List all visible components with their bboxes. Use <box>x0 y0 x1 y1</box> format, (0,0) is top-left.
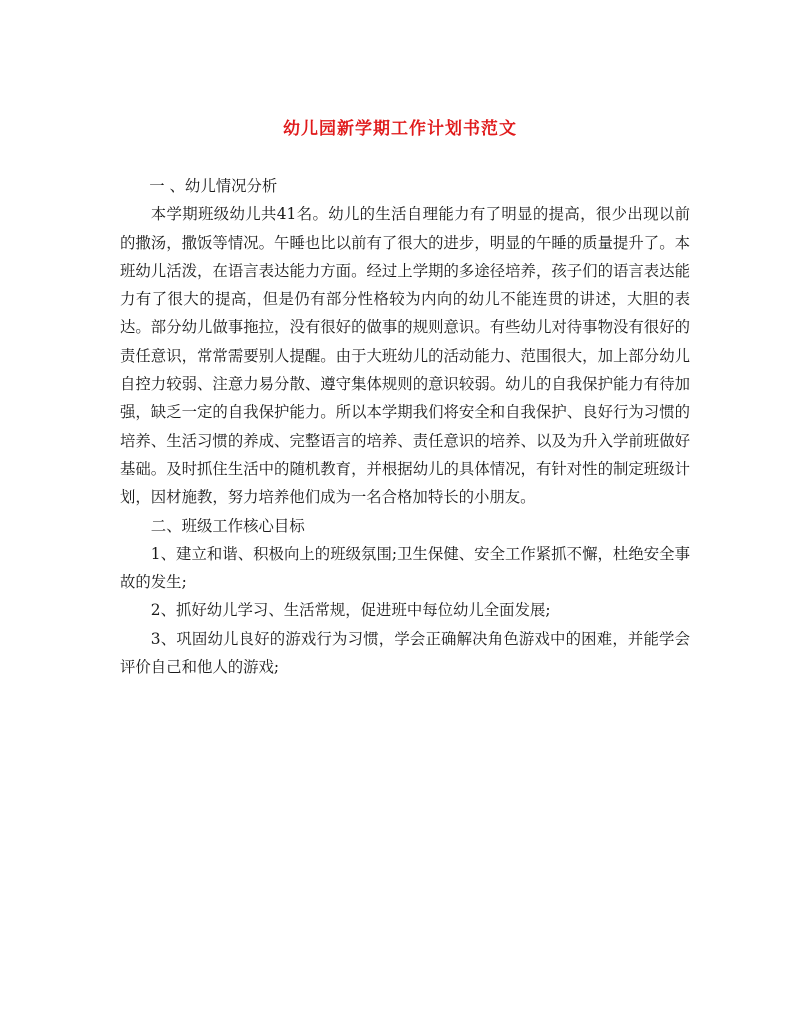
goal-item-1: 1、建立和谐、积极向上的班级氛围;卫生保健、安全工作紧抓不懈，杜绝安全事故的发生; <box>120 544 690 592</box>
document-body <box>120 172 690 681</box>
section-heading-2: 二、班级工作核心目标 <box>150 516 305 535</box>
paragraph-analysis: 本学期班级幼儿共41名。幼儿的生活自理能力有了明显的提高，很少出现以前的撒汤，撒饭等情况。午睡也比以前有了很大的进步，明显的午睡的质量提升了。本班幼儿活泼，在语言表达能力方面。经过上学期的多途径培养，孩子们的语言表达能力有了很大的提高，但是仍有部分性格较为内向的幼儿不能连贯的讲述，大胆的表达。部分幼儿做事拖拉，没有很好的做事的规则意识。有些幼儿对待事物没有很好的责任意识，常常需要别人提醒。由于大班幼儿的活动能力、范围很大，加上部分幼儿自控力较弱、注意力易分散、遵守集体规则的意识较弱。幼儿的自我保护能力有待加强，缺乏一定的自我保护能力。所以本学期我们将安全和自我保护、良好行为习惯的培养、生活习惯的养成、完整语言的培养、责任意识的培养、以及为升入学前班做好基础。及时抓住生活中的随机教育，并根据幼儿的具体情况，有针对性的制定班级计划，因材施教，努力培养他们成为一名合格加特长的小朋友。 <box>120 205 690 507</box>
section-heading-1: 一 、幼儿情况分析 <box>149 177 278 195</box>
document-title: 幼儿园新学期工作计划书范文 <box>283 119 517 139</box>
goal-item-2: 2、抓好幼儿学习、生活常规，促进班中每位幼儿全面发展; <box>150 601 551 620</box>
goal-item-3: 3、巩固幼儿良好的游戏行为习惯，学会正确解决角色游戏中的困难，并能学会评价自己和他人的游戏; <box>120 629 690 677</box>
